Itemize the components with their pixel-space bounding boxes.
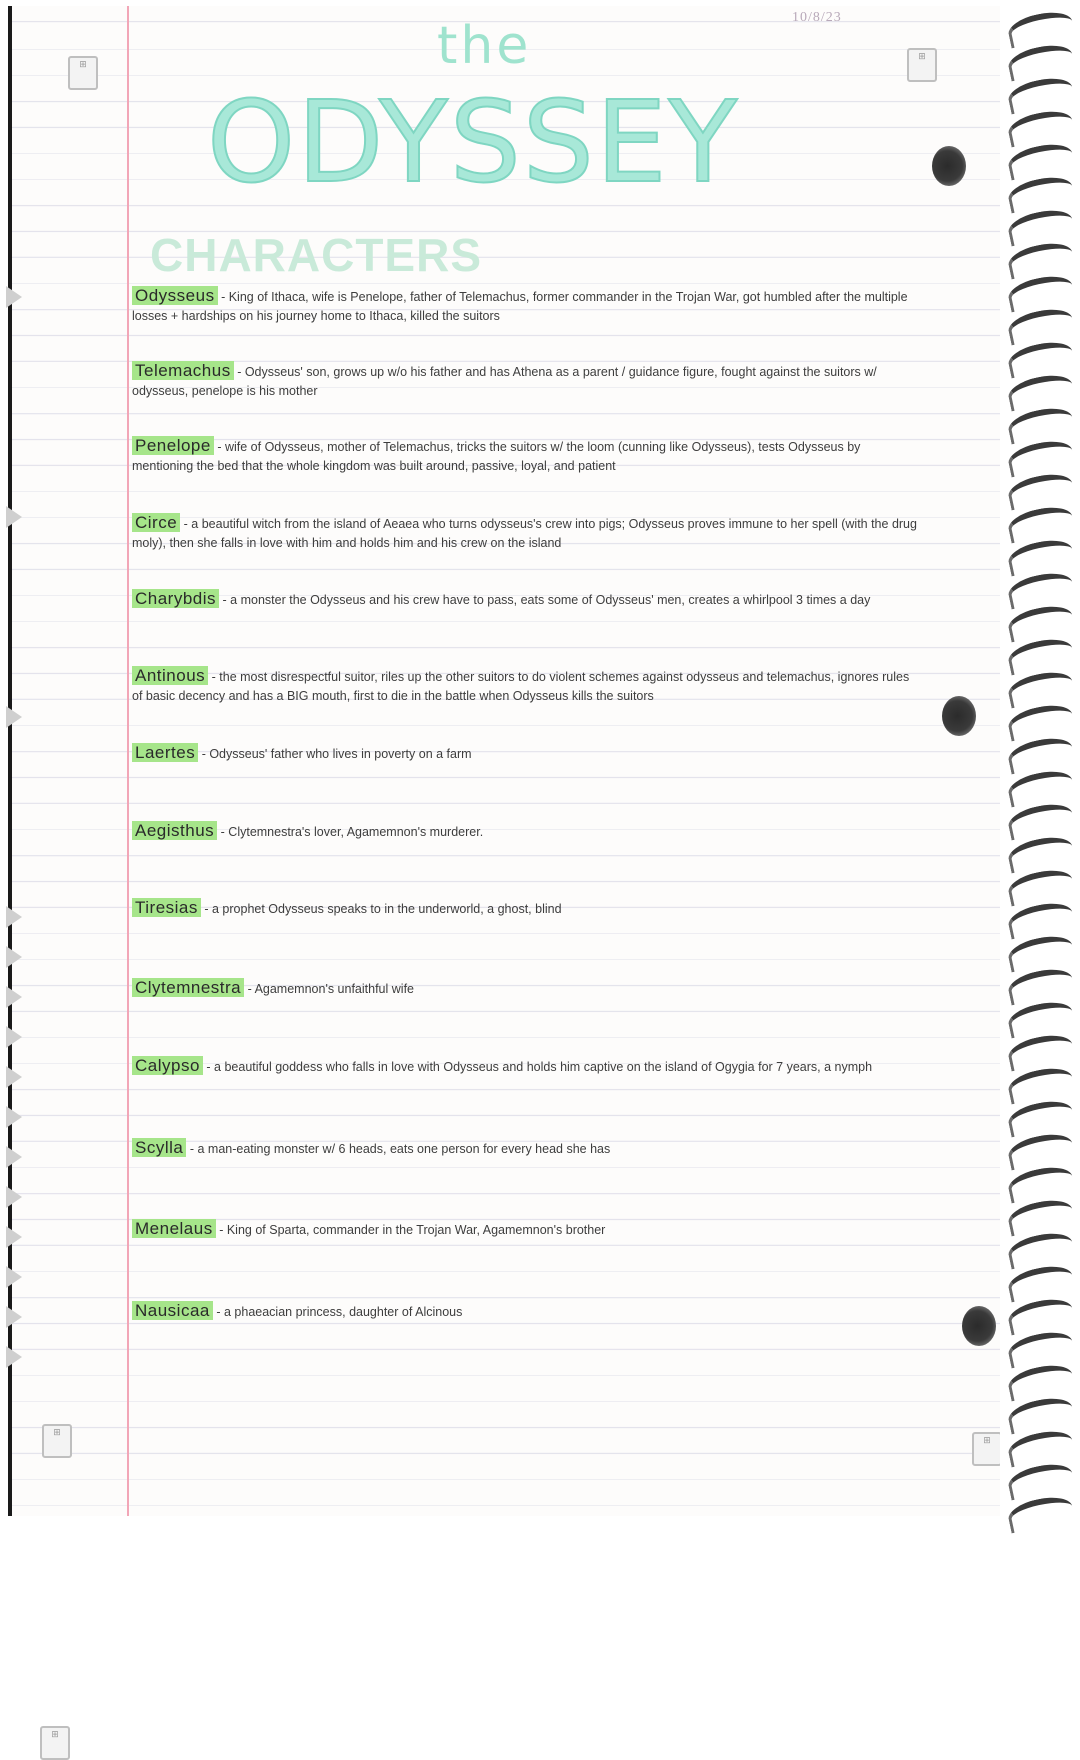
arrow-icon — [6, 286, 22, 308]
character-desc: - King of Ithaca, wife is Penelope, father of Telemachus, former commander in the Trojan War, got humbled after the multiple losses + hardships on his journey home to Ithaca, killed the suitors — [132, 290, 908, 323]
arrow-icon — [6, 1346, 22, 1368]
character-entry — [132, 361, 922, 401]
character-name: Clytemnestra — [132, 978, 244, 997]
character-entry — [132, 898, 922, 919]
arrow-icon — [6, 1026, 22, 1048]
arrow-icon — [6, 1306, 22, 1328]
character-desc: - a monster the Odysseus and his crew have to pass, eats some of Odysseus' men, creates a whirlpool 3 times a day — [222, 593, 871, 607]
punch-hole — [962, 1306, 996, 1346]
character-entry — [132, 1056, 922, 1077]
character-name: Calypso — [132, 1056, 203, 1075]
character-entry — [132, 286, 922, 326]
character-name: Antinous — [132, 666, 208, 685]
section-heading: CHARACTERS — [150, 229, 482, 281]
spiral-binding — [1000, 0, 1080, 1527]
character-entry — [132, 436, 922, 476]
character-desc: - a beautiful witch from the island of Aeaea who turns odysseus's crew into pigs; Odysseus proves immune to her spell (with the drug moly), then she falls in love with him and holds him and his crew on the island — [132, 517, 917, 550]
character-entry — [132, 1219, 922, 1240]
character-name: Tiresias — [132, 898, 201, 917]
title-small: the — [437, 16, 532, 76]
character-entry — [132, 743, 922, 764]
corner-mark-icon: ⊞ — [68, 56, 98, 90]
character-name: Odysseus — [132, 286, 218, 305]
corner-mark-icon: ⊞ — [972, 1432, 1002, 1466]
character-name: Circe — [132, 513, 180, 532]
character-entry — [132, 589, 922, 610]
character-name: Aegisthus — [132, 821, 217, 840]
character-desc: - wife of Odysseus, mother of Telemachus, tricks the suitors w/ the loom (cunning like Odysseus), tests Odysseus by mentioning the bed that the whole kingdom was built around, passive, loyal, and patient — [132, 440, 861, 473]
character-desc: - a prophet Odysseus speaks to in the underworld, a ghost, blind — [204, 902, 562, 916]
character-desc: - the most disrespectful suitor, riles up the other suitors to do violent schemes against odysseus and telemachus, ignores rules of basic decency and has a BIG mouth, first to die in the battle when Odysseus kills the suitors — [132, 670, 910, 703]
arrow-icon — [6, 1146, 22, 1168]
arrow-icon — [6, 506, 22, 528]
punch-hole — [932, 146, 966, 186]
arrow-icon — [6, 1186, 22, 1208]
notebook-page — [8, 6, 1017, 1740]
arrow-icon — [6, 906, 22, 928]
character-entry — [132, 513, 922, 553]
character-entry — [132, 978, 922, 999]
arrow-icon — [6, 986, 22, 1008]
character-desc: - King of Sparta, commander in the Trojan War, Agamemnon's brother — [219, 1223, 606, 1237]
character-name: Telemachus — [132, 361, 234, 380]
margin-line — [127, 6, 129, 1516]
character-desc: - a phaeacian princess, daughter of Alcinous — [216, 1305, 463, 1319]
date: 10/8/23 — [792, 10, 842, 25]
character-name: Penelope — [132, 436, 214, 455]
page-title: ODYSSEY — [207, 78, 740, 208]
character-name: Menelaus — [132, 1219, 216, 1238]
character-desc: - a beautiful goddess who falls in love with Odysseus and holds him captive on the island of Ogygia for 7 years, a nymph — [206, 1060, 873, 1074]
character-entry — [132, 666, 922, 706]
character-name: Nausicaa — [132, 1301, 213, 1320]
character-name: Charybdis — [132, 589, 219, 608]
spiral-coil — [1006, 8, 1075, 49]
arrow-icon — [6, 706, 22, 728]
character-entry — [132, 1301, 922, 1322]
character-name: Scylla — [132, 1138, 186, 1157]
corner-mark-icon: ⊞ — [40, 1726, 70, 1760]
corner-mark-icon: ⊞ — [42, 1424, 72, 1458]
arrow-icon — [6, 946, 22, 968]
arrow-icon — [6, 1066, 22, 1088]
character-entry — [132, 821, 922, 842]
character-desc: - a man-eating monster w/ 6 heads, eats one person for every head she has — [189, 1142, 611, 1156]
character-desc: - Odysseus' father who lives in poverty on a farm — [201, 747, 472, 761]
arrow-icon — [6, 1266, 22, 1288]
character-desc: - Agamemnon's unfaithful wife — [247, 982, 414, 996]
character-desc: - Clytemnestra's lover, Agamemnon's murderer. — [220, 825, 484, 839]
character-name: Laertes — [132, 743, 198, 762]
margin-arrows — [6, 206, 30, 1406]
corner-mark-icon: ⊞ — [907, 48, 937, 82]
arrow-icon — [6, 1226, 22, 1248]
character-desc: - Odysseus' son, grows up w/o his father and has Athena as a parent / guidance figure, fought against the suitors w/ odysseus, penelope is his mother — [132, 365, 877, 398]
arrow-icon — [6, 1106, 22, 1128]
punch-hole — [942, 696, 976, 736]
character-entry — [132, 1138, 922, 1159]
